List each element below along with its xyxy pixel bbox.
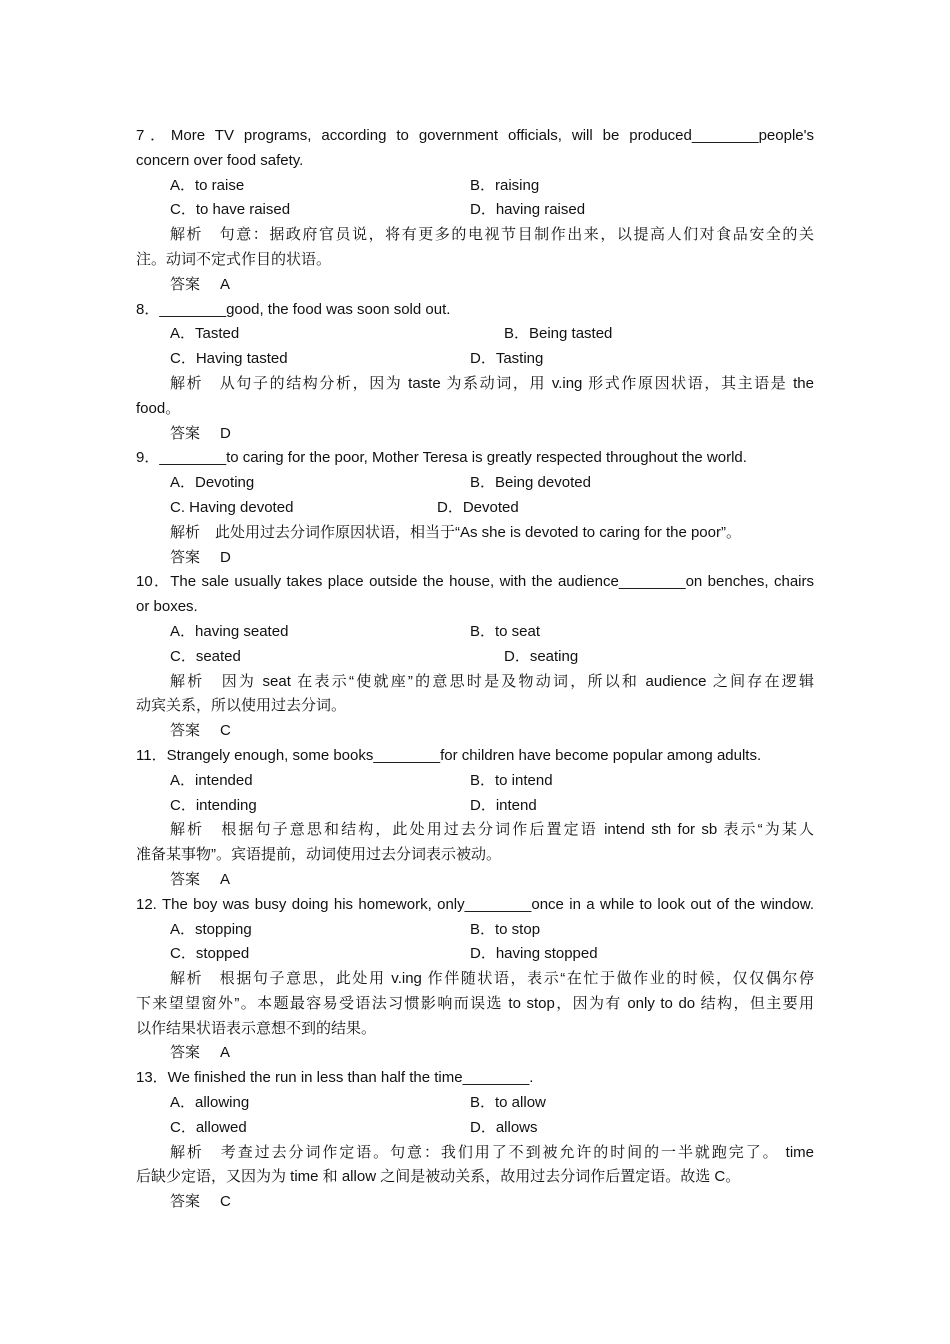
option-a: A．to raise: [170, 176, 245, 194]
answer-line: [136, 868, 814, 893]
answer-value: A: [220, 275, 231, 293]
answer-line: [136, 1041, 814, 1066]
answer-value: D: [220, 424, 231, 442]
option-a: A．Devoting: [170, 474, 255, 492]
option-b: B．to seat: [470, 622, 541, 640]
option-b: B．to stop: [470, 920, 541, 938]
option-c: C．to have raised: [170, 201, 291, 219]
question-10: [136, 570, 814, 744]
answer-value: A: [220, 1044, 231, 1062]
option-a: A．stopping: [170, 920, 252, 938]
analysis-text: 解析 此处用过去分词作原因状语，相当于“As she is devoted to caring for the poor”。: [170, 523, 741, 541]
option-d: D．intend: [470, 796, 537, 814]
option-d: D．Devoted: [437, 498, 519, 516]
option-c: C．seated: [170, 647, 241, 665]
question-stem: 8．________good, the food was soon sold out.: [136, 300, 451, 318]
question-stem: 11．Strangely enough, some books________for children have become popular among adults.: [136, 746, 762, 764]
analysis-text: 动宾关系，所以使用过去分词。: [136, 697, 347, 715]
question-stem: 10．The sale usually takes place outside the house, with the audience________on benches, chairs: [136, 573, 814, 591]
option-a: A．Tasted: [170, 325, 240, 343]
option-d: D．having stopped: [470, 945, 598, 963]
answer-line: [136, 273, 814, 298]
question-stem: or boxes.: [136, 598, 198, 616]
question-8: [136, 298, 814, 447]
analysis-text: 后缺少定语，又因为为 time 和 allow 之间是被动关系，故用过去分词作后置定语。故选 C。: [136, 1168, 741, 1186]
analysis-text: 解析 考查过去分词作定语。句意：我们用了不到被允许的时间的一半就跑完了。 time: [170, 1143, 814, 1161]
answer-value: D: [220, 548, 231, 566]
question-9: [136, 446, 814, 570]
answer-line: [136, 1190, 814, 1215]
answer-label: 答案: [170, 870, 201, 888]
analysis-text: 注。动词不定式作目的状语。: [136, 250, 332, 268]
answer-label: 答案: [170, 1193, 201, 1211]
answer-value: A: [220, 870, 231, 888]
question-stem: 9．________to caring for the poor, Mother Teresa is greatly respected throughout the world.: [136, 449, 747, 467]
answer-label: 答案: [170, 275, 201, 293]
option-b: B．Being tasted: [504, 325, 613, 343]
analysis-text: 解析 根据句子意思和结构，此处用过去分词作后置定语 intend sth for sb 表示“为某人: [170, 821, 814, 839]
question-stem: 13．We finished the run in less than half the time________.: [136, 1069, 534, 1087]
question-11: [136, 744, 814, 893]
analysis-text: 以作结果状语表示意想不到的结果。: [136, 1019, 377, 1037]
question-7: [136, 124, 814, 298]
answer-label: 答案: [170, 548, 201, 566]
answer-line: [136, 546, 814, 571]
answer-value: C: [220, 722, 231, 740]
analysis-text: 解析 因为 seat 在表示“使就座”的意思时是及物动词，所以和 audience 之间存在逻辑: [170, 672, 814, 690]
option-d: D．having raised: [470, 201, 586, 219]
option-b: B．to intend: [470, 771, 553, 789]
option-a: A．allowing: [170, 1094, 250, 1112]
option-d: D．Tasting: [470, 350, 544, 368]
option-d: D．seating: [504, 647, 579, 665]
option-c: C．Having tasted: [170, 350, 288, 368]
analysis-text: 下来望望窗外”。本题最容易受语法习惯影响而误选 to stop，因为有 only to do 结构，但主要用: [136, 994, 814, 1012]
answer-value: C: [220, 1193, 231, 1211]
option-b: B．raising: [470, 176, 540, 194]
question-stem: concern over food safety.: [136, 151, 304, 169]
option-c: C．intending: [170, 796, 257, 814]
answer-label: 答案: [170, 722, 201, 740]
answer-line: [136, 422, 814, 447]
worksheet-page: [136, 124, 814, 1215]
option-c: C．allowed: [170, 1118, 247, 1136]
option-c: C. Having devoted: [170, 498, 294, 516]
question-stem: 12. The boy was busy doing his homework, only________once in a while to look out of the window.: [136, 895, 814, 913]
analysis-text: 解析 根据句子意思，此处用 v.ing 作伴随状语，表示“在忙于做作业的时候，仅仅偶尔停: [170, 970, 814, 988]
answer-label: 答案: [170, 1044, 201, 1062]
question-stem: 7．More TV programs, according to government officials, will be produced________people's: [136, 127, 814, 144]
option-b: B．Being devoted: [470, 474, 591, 492]
option-a: A．intended: [170, 771, 253, 789]
option-a: A．having seated: [170, 622, 289, 640]
analysis-text: 解析 句意：据政府官员说，将有更多的电视节目制作出来，以提高人们对食品安全的关: [170, 226, 814, 244]
analysis-text: 解析 从句子的结构分析，因为 taste 为系动词，用 v.ing 形式作原因状语，其主语是 the: [170, 374, 814, 392]
option-d: D．allows: [470, 1118, 538, 1136]
analysis-text: food。: [136, 399, 181, 417]
analysis-text: 准备某事物”。宾语提前，动词使用过去分词表示被动。: [136, 846, 501, 864]
option-c: C．stopped: [170, 945, 250, 963]
question-12: [136, 893, 814, 1067]
answer-label: 答案: [170, 424, 201, 442]
answer-line: [136, 719, 814, 744]
question-13: [136, 1066, 814, 1215]
option-b: B．to allow: [470, 1094, 546, 1112]
